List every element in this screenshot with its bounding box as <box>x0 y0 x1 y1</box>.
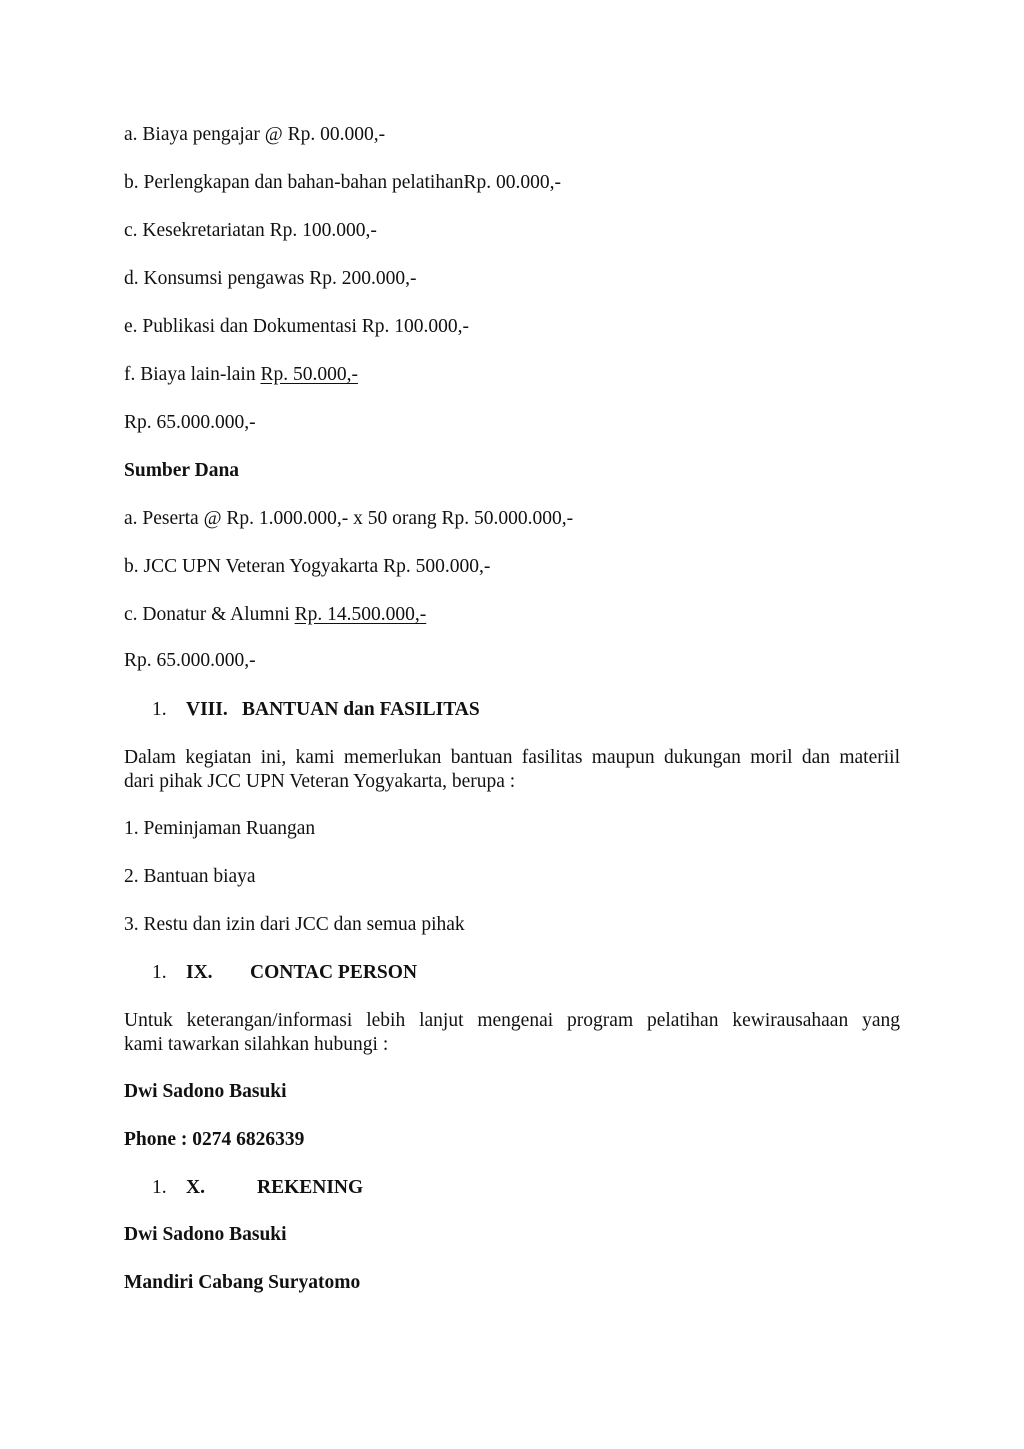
section-ix-number: 1. <box>152 962 167 983</box>
section-x-heading <box>152 1176 363 1200</box>
funding-item-donors-label: c. Donatur & Alumni <box>124 604 295 625</box>
contact-phone: Phone : 0274 6826339 <box>124 1129 305 1150</box>
section-x-number: 1. <box>152 1177 167 1198</box>
section-viii-roman: VIII. <box>186 699 228 720</box>
funding-item-donors <box>124 603 426 627</box>
account-bank: Mandiri Cabang Suryatomo <box>124 1272 361 1293</box>
section-viii-title: BANTUAN dan FASILITAS <box>242 699 480 720</box>
section-x-title: REKENING <box>257 1177 364 1198</box>
budget-total: Rp. 65.000.000,- <box>124 412 256 433</box>
section-ix-heading <box>152 961 417 985</box>
funding-heading: Sumber Dana <box>124 460 240 481</box>
contact-name: Dwi Sadono Basuki <box>124 1081 287 1102</box>
funding-item-participants: a. Peserta @ Rp. 1.000.000,- x 50 orang Rp. 50.000.000,- <box>124 508 574 529</box>
budget-item-teacher-fee: a. Biaya pengajar @ Rp. 00.000,- <box>124 124 386 145</box>
section-viii-paragraph-line1: Dalam kegiatan ini, kami memerlukan bantuan fasilitas maupun dukungan moril dan materiil <box>124 747 900 768</box>
budget-item-misc <box>124 363 358 387</box>
section-ix-roman: IX. <box>186 962 213 983</box>
budget-item-misc-label: f. Biaya lain-lain <box>124 364 261 385</box>
section-viii-number: 1. <box>152 699 167 720</box>
section-ix-paragraph <box>124 1009 900 1057</box>
section-ix-title: CONTAC PERSON <box>250 962 418 983</box>
account-holder-name: Dwi Sadono Basuki <box>124 1224 287 1245</box>
facility-item-permission: 3. Restu dan izin dari JCC dan semua pihak <box>124 914 465 935</box>
budget-item-equipment: b. Perlengkapan dan bahan-bahan pelatihanRp. 00.000,- <box>124 172 561 193</box>
facility-item-funding: 2. Bantuan biaya <box>124 866 256 887</box>
budget-item-secretariat: c. Kesekretariatan Rp. 100.000,- <box>124 220 377 241</box>
section-viii-paragraph-line2: dari pihak JCC UPN Veteran Yogyakarta, berupa : <box>124 771 516 792</box>
funding-item-jcc: b. JCC UPN Veteran Yogyakarta Rp. 500.000,- <box>124 556 491 577</box>
budget-item-misc-amount: Rp. 50.000,- <box>260 364 358 385</box>
funding-item-donors-amount: Rp. 14.500.000,- <box>294 604 427 625</box>
section-viii-heading <box>152 698 480 722</box>
funding-total: Rp. 65.000.000,- <box>124 650 256 671</box>
section-viii-paragraph <box>124 746 900 794</box>
section-ix-paragraph-line2: kami tawarkan silahkan hubungi : <box>124 1034 389 1055</box>
budget-item-publication: e. Publikasi dan Dokumentasi Rp. 100.000,- <box>124 316 470 337</box>
section-x-roman: X. <box>186 1177 205 1198</box>
facility-item-room: 1. Peminjaman Ruangan <box>124 818 316 839</box>
section-ix-paragraph-line1: Untuk keterangan/informasi lebih lanjut mengenai program pelatihan kewirausahaan yang <box>124 1010 900 1031</box>
budget-item-consumption: d. Konsumsi pengawas Rp. 200.000,- <box>124 268 417 289</box>
